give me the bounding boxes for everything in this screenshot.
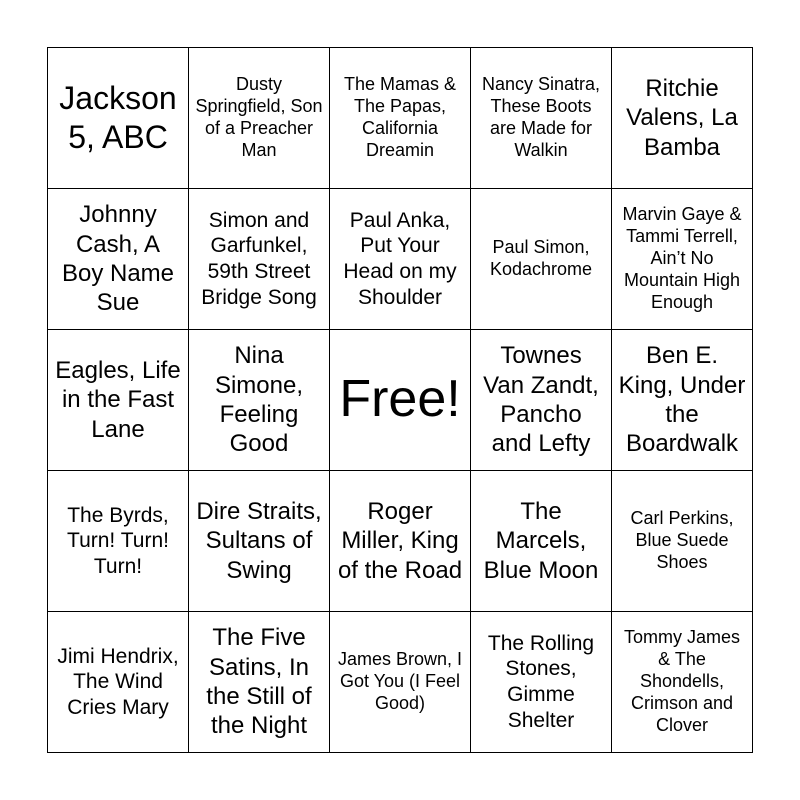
cell-jimi-hendrix[interactable] bbox=[48, 612, 189, 753]
cell-the-byrds[interactable] bbox=[48, 471, 189, 612]
cell-label: The Marcels, Blue Moon bbox=[483, 498, 599, 584]
cell-dire-straits[interactable] bbox=[189, 471, 330, 612]
bingo-board bbox=[47, 47, 753, 753]
cell-nina-simone[interactable] bbox=[189, 330, 330, 471]
cell-dusty-springfield[interactable] bbox=[189, 48, 330, 189]
cell-label: Paul Simon, Kodachrome bbox=[489, 237, 593, 279]
cell-townes-van-zandt[interactable] bbox=[471, 330, 612, 471]
cell-label: Dire Straits, Sultans of Swing bbox=[196, 498, 322, 584]
cell-label: Townes Van Zandt, Pancho and Lefty bbox=[483, 342, 599, 458]
cell-label: The Byrds, Turn! Turn! Turn! bbox=[67, 503, 169, 578]
cell-label: James Brown, I Got You (I Feel Good) bbox=[337, 649, 463, 713]
cell-label: Eagles, Life in the Fast Lane bbox=[55, 357, 181, 443]
cell-label: Simon and Garfunkel, 59th Street Bridge Song bbox=[201, 208, 317, 309]
cell-label: Paul Anka, Put Your Head on my Shoulder bbox=[343, 208, 457, 309]
cell-label: Nancy Sinatra, These Boots are Made for Walkin bbox=[481, 74, 601, 160]
cell-marvin-gaye[interactable] bbox=[612, 189, 753, 330]
cell-label: Ritchie Valens, La Bamba bbox=[626, 75, 738, 161]
cell-ritchie-valens[interactable] bbox=[612, 48, 753, 189]
cell-paul-simon[interactable] bbox=[471, 189, 612, 330]
cell-label: Nina Simone, Feeling Good bbox=[214, 342, 304, 458]
cell-label: Ben E. King, Under the Boardwalk bbox=[618, 342, 746, 458]
cell-ben-e-king[interactable] bbox=[612, 330, 753, 471]
cell-james-brown[interactable] bbox=[330, 612, 471, 753]
cell-label: Tommy James & The Shondells, Crimson and Clover bbox=[623, 627, 740, 735]
cell-free-space[interactable] bbox=[330, 330, 471, 471]
cell-label: The Mamas & The Papas, California Dreamin bbox=[343, 74, 457, 160]
cell-the-five-satins[interactable] bbox=[189, 612, 330, 753]
cell-label: Roger Miller, King of the Road bbox=[337, 498, 463, 584]
cell-eagles[interactable] bbox=[48, 330, 189, 471]
cell-label: Johnny Cash, A Boy Name Sue bbox=[61, 201, 175, 317]
cell-paul-anka[interactable] bbox=[330, 189, 471, 330]
cell-mamas-and-papas[interactable] bbox=[330, 48, 471, 189]
cell-label: Jimi Hendrix, The Wind Cries Mary bbox=[57, 644, 179, 719]
cell-nancy-sinatra[interactable] bbox=[471, 48, 612, 189]
cell-label: The Rolling Stones, Gimme Shelter bbox=[487, 631, 595, 732]
cell-carl-perkins[interactable] bbox=[612, 471, 753, 612]
cell-johnny-cash[interactable] bbox=[48, 189, 189, 330]
cell-label: Marvin Gaye & Tammi Terrell, Ain’t No Mountain High Enough bbox=[622, 204, 742, 312]
cell-roger-miller[interactable] bbox=[330, 471, 471, 612]
cell-label: Jackson 5, ABC bbox=[59, 79, 177, 155]
cell-label: Dusty Springfield, Son of a Preacher Man bbox=[195, 74, 323, 160]
cell-the-marcels[interactable] bbox=[471, 471, 612, 612]
cell-label: Carl Perkins, Blue Suede Shoes bbox=[630, 508, 734, 572]
cell-rolling-stones[interactable] bbox=[471, 612, 612, 753]
cell-jackson-5-abc[interactable] bbox=[48, 48, 189, 189]
cell-tommy-james[interactable] bbox=[612, 612, 753, 753]
cell-label: Free! bbox=[339, 370, 461, 429]
cell-simon-and-garfunkel[interactable] bbox=[189, 189, 330, 330]
cell-label: The Five Satins, In the Still of the Night bbox=[206, 624, 312, 740]
